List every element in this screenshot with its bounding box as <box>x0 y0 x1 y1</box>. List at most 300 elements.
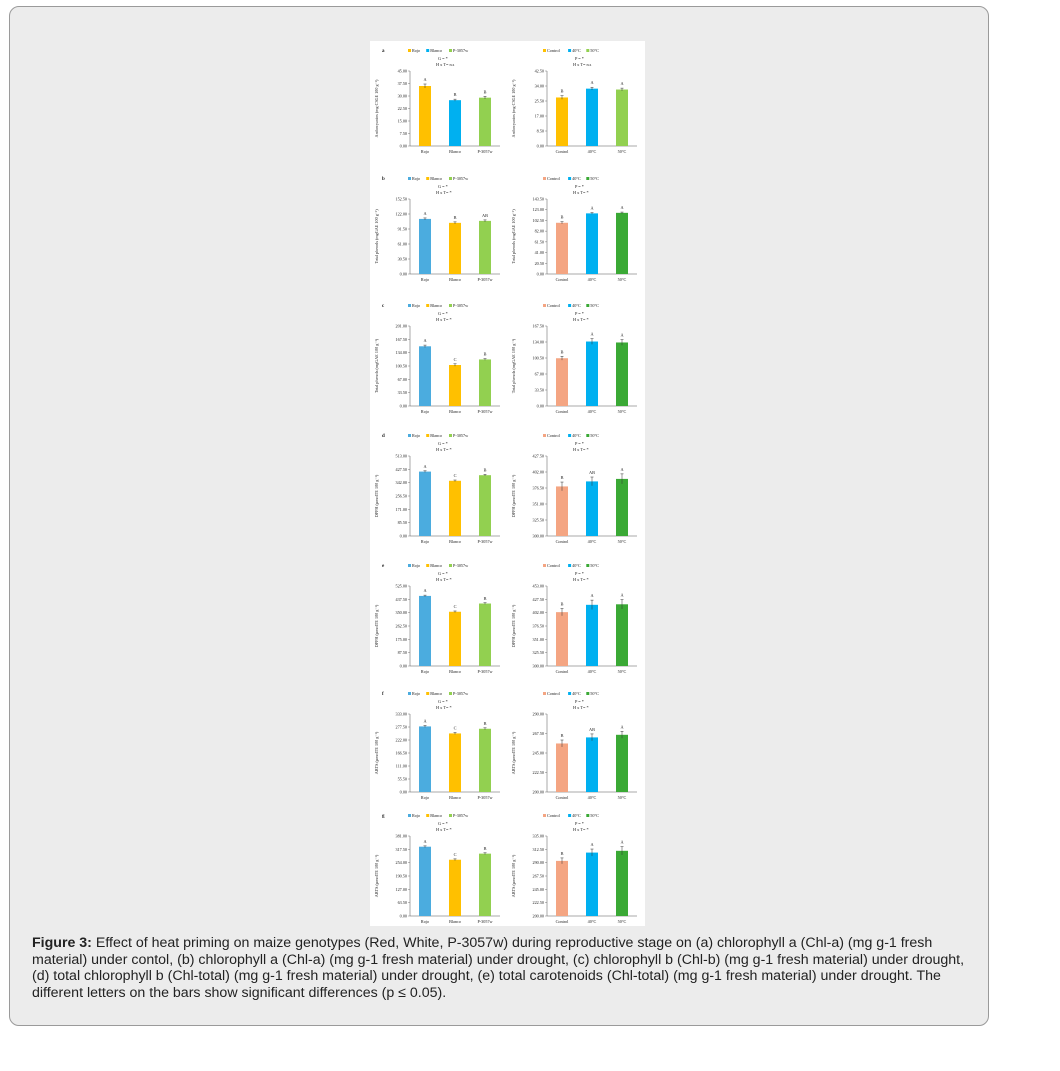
panel-c-right-ylabel: Total phenols (mgGAE 100 g⁻¹) <box>511 338 516 394</box>
panel-f-left-bar <box>479 729 491 792</box>
panel-e-left-stat: H x T= * <box>436 577 452 582</box>
panel-c-left-bar <box>419 346 431 406</box>
panel-c-right-bar <box>586 342 598 406</box>
panel-b-left-significance-letter: A <box>423 210 427 216</box>
panel-e-right-significance-letter: B <box>560 601 564 607</box>
panel-d-left-bar <box>449 481 461 536</box>
panel-a-left-ylabel: Anthocyanins (mg C3GE 100 g⁻¹) <box>374 79 379 138</box>
panel-g-right-significance-letter: A <box>620 839 624 845</box>
panel-f-left-significance-letter: A <box>423 718 427 724</box>
panel-d-left-ytick-label: 0.00 <box>399 533 407 539</box>
panel-g-right-ytick-label: 222.50 <box>532 900 544 906</box>
panel-f-right-ytick-label: 290.00 <box>532 711 544 717</box>
panel-g-left-xtick-label: Rojo <box>420 919 430 924</box>
panel-b-right-legend-swatch <box>543 177 546 180</box>
panel-c-left-legend-label: P-3057w <box>453 303 469 308</box>
panel-f-right-legend-swatch <box>586 692 589 695</box>
panel-c-right-legend-swatch <box>568 304 571 307</box>
panel-b-right-ytick-label: 41.00 <box>534 250 544 256</box>
panel-d-left-bar <box>479 475 491 536</box>
panel-b-left-stat: G = * <box>438 184 448 189</box>
panel-a-left-xtick-label: Rojo <box>420 149 430 154</box>
panel-g-right-xtick-label: 40°C <box>587 919 597 924</box>
panel-b-left-bar <box>419 219 431 274</box>
panel-e-right-legend-swatch <box>543 564 546 567</box>
panel-b-left-significance-letter: AB <box>482 212 488 218</box>
panel-c-right-xtick-label: 40°C <box>587 409 597 414</box>
panel-b-right-stat: P = * <box>575 184 584 189</box>
panel-a-left-significance-letter: B <box>483 89 487 95</box>
panel-g-right-stat: H x T= * <box>573 827 589 832</box>
panel-g-left-legend-label: Blanco <box>430 813 443 818</box>
panel-b-right-significance-letter: A <box>590 205 594 211</box>
panel-e-left-xtick-label: P-3057w <box>477 669 493 674</box>
panel-e-right-ytick-label: 376.50 <box>532 623 544 629</box>
panel-b-right-bar <box>586 213 598 274</box>
panel-e-left-ytick-label: 0.00 <box>399 663 407 669</box>
panel-c-right-bar <box>556 358 568 406</box>
panel-f-right-significance-letter: B <box>560 733 564 738</box>
panel-e-right-stat: P = * <box>575 571 584 576</box>
panel-c-right-significance-letter: A <box>590 331 594 337</box>
panel-a-right-legend-swatch <box>543 49 546 52</box>
panel-d-right-ytick-label: 402.00 <box>532 469 544 475</box>
panel-e-left-letter: e <box>382 564 385 569</box>
panel-d-left-legend-label: Rojo <box>412 433 421 438</box>
panel-a-left-letter: a <box>382 49 385 54</box>
panel-d-left-significance-letter: B <box>483 467 487 473</box>
panel-c-right-legend-swatch <box>543 304 546 307</box>
panel-f-left-ytick-label: 55.50 <box>397 776 407 782</box>
panel-g-right-significance-letter: B <box>560 850 564 856</box>
panel-e-right-stat: H x T= * <box>573 577 589 582</box>
panel-g-right-bar <box>586 853 598 916</box>
panel-b-left-xtick-label: Blanco <box>449 277 461 282</box>
panel-g-left-letter: g <box>382 814 385 819</box>
panel-e-left-ytick-label: 350.00 <box>395 610 407 616</box>
panel-c-right-stat: P = * <box>575 311 584 316</box>
panel-a-left-significance-letter: A <box>423 77 427 82</box>
panel-d-right-ytick-label: 427.50 <box>532 453 544 459</box>
panel-a-left-ytick-label: 15.00 <box>397 118 407 124</box>
panel-e-right-significance-letter: A <box>590 593 594 599</box>
panel-c-right-xtick-label: 50°C <box>617 409 627 414</box>
panel-f-left-legend-swatch <box>449 692 452 695</box>
panel-c-left-significance-letter: B <box>483 351 487 357</box>
panel-b-left-legend-swatch <box>408 177 411 180</box>
panel-e-right-ytick-label: 351.00 <box>532 636 544 642</box>
panel-g-left-significance-letter: B <box>483 845 487 851</box>
panel-b-left-ytick-label: 0.00 <box>399 271 407 277</box>
panel-f-left-legend-label: Rojo <box>412 691 421 696</box>
panel-f-left-ytick-label: 0.00 <box>399 789 407 795</box>
panel-b-right-ytick-label: 123.00 <box>532 207 544 213</box>
panel-c-left-stat: G = * <box>438 311 448 316</box>
panel-d-left-ytick-label: 342.00 <box>395 480 407 486</box>
panel-c-right-legend-label: Control <box>547 303 560 308</box>
panel-e-left-xtick-label: Rojo <box>420 669 430 674</box>
panel-f-right-bar <box>616 735 628 792</box>
panel-c-left-significance-letter: C <box>453 356 457 362</box>
panel-a-right-ytick-label: 17.00 <box>534 113 544 119</box>
panel-f-right-ytick-label: 267.50 <box>532 731 544 736</box>
panel-g-left-significance-letter: A <box>423 838 427 844</box>
panel-d-right-xtick-label: 50°C <box>617 539 627 544</box>
panel-b-left-xtick-label: P-3057w <box>477 277 493 282</box>
panel-e-right-legend-swatch <box>586 564 589 567</box>
panel-d-right-bar <box>556 486 568 536</box>
panel-f-right-xtick-label: Control <box>555 795 569 800</box>
panel-f-right-stat: H x T= * <box>573 705 589 710</box>
panel-a-right-ytick-label: 34.00 <box>534 83 544 89</box>
panel-f-right-ytick-label: 200.00 <box>532 789 544 795</box>
panel-b-left-ytick-label: 30.50 <box>397 256 407 262</box>
panel-c-left-ytick-label: 100.50 <box>395 363 407 369</box>
panel-d-right-ylabel: DPPH (µmolTE 100 g⁻¹) <box>511 474 516 518</box>
panel-e-right-ytick-label: 453.00 <box>532 583 544 589</box>
panel-a-right-ytick-label: 42.50 <box>534 68 544 74</box>
panel-f-left-xtick-label: Rojo <box>420 795 430 800</box>
figure-charts <box>370 41 645 926</box>
panel-f-right-ytick-label: 222.50 <box>532 770 544 775</box>
panel-a-left-bar <box>449 100 461 146</box>
panel-g-left-xtick-label: Blanco <box>449 919 461 924</box>
panel-e-right-ytick-label: 427.50 <box>532 596 544 602</box>
panel-e-left-legend-label: Blanco <box>430 563 443 568</box>
panel-a-left-bar <box>479 98 491 146</box>
panel-c-left-ytick-label: 201.00 <box>395 323 407 329</box>
panel-a-left-ytick-label: 30.00 <box>397 93 407 99</box>
panel-c-left-bar <box>479 359 491 406</box>
panel-g-right-legend-swatch <box>586 814 589 817</box>
panel-d-left-legend-swatch <box>408 434 411 437</box>
panel-a-right-legend-swatch <box>586 49 589 52</box>
panel-c-right-bar <box>616 342 628 406</box>
panel-f-left-legend-swatch <box>426 692 429 695</box>
panel-d-right-xtick-label: 40°C <box>587 539 597 544</box>
panel-b-right-legend-label: 50°C <box>590 176 599 181</box>
panel-c-left-ytick-label: 134.00 <box>395 350 407 356</box>
panel-e-left-bar <box>479 604 491 666</box>
panel-b-left-ytick-label: 91.50 <box>397 226 407 232</box>
panel-d-left-xtick-label: P-3057w <box>477 539 493 544</box>
panel-d-right-ytick-label: 376.50 <box>532 485 544 491</box>
panel-g-right-legend-label: 50°C <box>590 813 599 818</box>
panel-e-right-legend-label: Control <box>547 563 560 568</box>
panel-g-left-ylabel: ABTS (µmolTE 100 g⁻¹) <box>374 854 379 898</box>
panel-c-left-stat: H x T= * <box>436 317 452 322</box>
panel-d-left-ytick-label: 171.00 <box>395 506 407 512</box>
panel-a-right-ytick-label: 8.50 <box>536 128 544 134</box>
panel-f-left-legend-label: Blanco <box>430 691 443 696</box>
panel-b-right-legend-label: 40°C <box>572 176 581 181</box>
caption-text: Effect of heat priming on maize genotypes (Red, White, P-3057w) during reproductive stage on (a) chlorophyll a (Chl-a) (mg g-1 fresh material) under contol, (b) chlorophyll a (Chl-a) (mg g-1 fresh material) under drought, (c) chlorophyll b (Chl-b) (mg g-1 fresh material) under drought, (d) total chlorophyll b (Chl-total) (mg g-1 fresh material) under drought, (e) total carotenoids (Chl-total) (mg g-1 fresh material) under drought. The different letters on the bars show significant differences (p ≤ 0.05). <box>32 935 965 1001</box>
panel-a-left-xtick-label: P-3057w <box>477 149 493 154</box>
panel-d-left-legend-label: Blanco <box>430 433 443 438</box>
panel-g-left-ytick-label: 254.00 <box>395 860 407 866</box>
panel-b-left-legend-swatch <box>449 177 452 180</box>
panel-f-left-bar <box>449 733 461 792</box>
panel-a-right-bar <box>556 97 568 146</box>
panel-b-left-legend-label: P-3057w <box>453 176 469 181</box>
panel-d-left-ytick-label: 256.50 <box>395 493 407 499</box>
panel-f-left-ytick-label: 111.00 <box>395 763 407 769</box>
panel-a-left-stat: H x T= n.s <box>436 62 455 67</box>
panel-g-left-significance-letter: C <box>453 851 457 857</box>
caption-label: Figure 3: <box>32 935 92 951</box>
panel-g-left-stat: G = * <box>438 821 448 826</box>
panel-a-left-significance-letter: B <box>453 92 457 98</box>
panel-b-right-ytick-label: 143.50 <box>532 196 544 202</box>
panel-a-right-xtick-label: 40°C <box>587 149 597 154</box>
figure-panel <box>370 41 645 926</box>
panel-a-right-ytick-label: 25.50 <box>534 98 544 104</box>
panel-b-right-significance-letter: A <box>620 205 624 211</box>
panel-g-right-significance-letter: A <box>590 842 594 848</box>
panel-e-left-legend-swatch <box>449 564 452 567</box>
panel-g-right-bar <box>556 861 568 916</box>
panel-b-right-ylabel: Total phenols (mgGAE 100 g⁻¹) <box>511 209 516 264</box>
panel-c-right-ytick-label: 67.00 <box>534 371 544 377</box>
panel-g-left-ytick-label: 127.00 <box>395 886 407 892</box>
panel-d-right-legend-swatch <box>586 434 589 437</box>
panel-a-right-legend-label: Control <box>547 48 560 53</box>
panel-b-left-ytick-label: 122.00 <box>395 211 407 217</box>
panel-c-left-xtick-label: P-3057w <box>477 409 493 414</box>
panel-c-left-xtick-label: Rojo <box>420 409 430 414</box>
panel-e-left-xtick-label: Blanco <box>449 669 461 674</box>
panel-e-left-significance-letter: B <box>483 595 487 601</box>
panel-g-right-bar <box>616 851 628 916</box>
panel-f-right-significance-letter: A <box>620 724 624 730</box>
panel-f-right-legend-label: 40°C <box>572 691 581 696</box>
panel-c-left-bar <box>449 365 461 406</box>
panel-g-left-legend-swatch <box>408 814 411 817</box>
panel-c-right-legend-label: 50°C <box>590 303 599 308</box>
panel-g-right-legend-label: 40°C <box>572 813 581 818</box>
panel-g-left-ytick-label: 381.00 <box>395 833 407 839</box>
panel-c-left-letter: c <box>382 304 385 309</box>
panel-c-right-stat: H x T= * <box>573 317 589 322</box>
panel-f-left-ytick-label: 222.00 <box>395 737 407 743</box>
panel-g-right-ytick-label: 290.00 <box>532 860 544 866</box>
panel-e-left-ytick-label: 87.50 <box>397 650 407 656</box>
panel-e-right-legend-label: 40°C <box>572 563 581 568</box>
panel-c-left-legend-label: Blanco <box>430 303 443 308</box>
panel-b-right-ytick-label: 61.50 <box>534 239 544 245</box>
panel-d-right-legend-label: 40°C <box>572 433 581 438</box>
panel-c-left-ytick-label: 167.50 <box>395 336 407 342</box>
panel-a-left-legend-swatch <box>449 49 452 52</box>
panel-a-right-stat: H x T= n.s <box>573 62 592 67</box>
panel-g-left-stat: H x T= * <box>436 827 452 832</box>
panel-c-right-ytick-label: 0.00 <box>536 403 544 409</box>
panel-a-right-bar <box>616 90 628 146</box>
panel-c-right-ytick-label: 167.50 <box>532 323 544 329</box>
panel-c-right-ytick-label: 33.50 <box>534 387 544 393</box>
panel-d-left-letter: d <box>382 434 385 439</box>
panel-d-right-legend-label: 50°C <box>590 433 599 438</box>
panel-d-left-legend-label: P-3057w <box>453 433 469 438</box>
panel-d-left-ylabel: DPPH (µmolTE 100 g⁻¹) <box>374 474 379 518</box>
panel-d-left-bar <box>419 472 431 536</box>
panel-f-right-bar <box>586 737 598 792</box>
figure-frame <box>9 6 989 1026</box>
panel-b-right-significance-letter: B <box>560 214 564 220</box>
panel-e-left-legend-swatch <box>426 564 429 567</box>
panel-a-left-ytick-label: 0.00 <box>399 143 407 149</box>
panel-b-left-xtick-label: Rojo <box>420 277 430 282</box>
panel-d-right-legend-swatch <box>543 434 546 437</box>
panel-b-left-stat: H x T= * <box>436 190 452 195</box>
panel-g-left-legend-label: Rojo <box>412 813 421 818</box>
panel-a-left-ytick-label: 45.00 <box>397 68 407 74</box>
panel-g-right-ytick-label: 267.50 <box>532 873 544 879</box>
panel-f-right-legend-label: 50°C <box>590 691 599 696</box>
panel-c-right-ytick-label: 134.00 <box>532 339 544 345</box>
panel-f-left-ytick-label: 333.00 <box>395 711 407 717</box>
panel-a-left-ytick-label: 37.50 <box>397 81 407 86</box>
panel-d-right-significance-letter: AB <box>589 470 595 476</box>
panel-b-left-legend-swatch <box>426 177 429 180</box>
panel-a-left-ytick-label: 7.50 <box>399 131 407 136</box>
panel-f-left-xtick-label: Blanco <box>449 795 461 800</box>
panel-a-left-legend-swatch <box>408 49 411 52</box>
panel-e-left-legend-label: P-3057w <box>453 563 469 568</box>
panel-e-right-significance-letter: A <box>620 592 624 598</box>
panel-b-left-ytick-label: 152.50 <box>395 196 407 202</box>
panel-g-right-xtick-label: Control <box>555 919 569 924</box>
panel-e-left-ytick-label: 262.50 <box>395 623 407 629</box>
panel-g-right-legend-label: Control <box>547 813 560 818</box>
panel-a-left-bar <box>419 86 431 146</box>
panel-e-left-ytick-label: 437.50 <box>395 596 407 602</box>
panel-a-right-significance-letter: A <box>590 80 594 86</box>
panel-b-left-significance-letter: B <box>453 214 457 220</box>
panel-e-right-ylabel: DPPH (µmolTE 100 g⁻¹) <box>511 604 516 648</box>
panel-g-right-ytick-label: 200.00 <box>532 913 544 919</box>
panel-c-left-xtick-label: Blanco <box>449 409 461 414</box>
panel-b-right-xtick-label: Control <box>555 277 569 282</box>
panel-d-right-legend-label: Control <box>547 433 560 438</box>
panel-f-right-legend-label: Control <box>547 691 560 696</box>
panel-a-right-stat: P = * <box>575 56 584 61</box>
panel-g-left-ytick-label: 0.00 <box>399 913 407 919</box>
panel-b-right-ytick-label: 82.00 <box>534 228 544 234</box>
panel-f-right-legend-swatch <box>543 692 546 695</box>
panel-d-left-legend-swatch <box>426 434 429 437</box>
panel-d-right-ytick-label: 351.00 <box>532 501 544 507</box>
panel-g-right-xtick-label: 50°C <box>617 919 627 924</box>
panel-f-left-stat: G = * <box>438 699 448 704</box>
panel-d-right-significance-letter: A <box>620 466 624 472</box>
panel-c-left-legend-swatch <box>408 304 411 307</box>
panel-e-right-xtick-label: 40°C <box>587 669 597 674</box>
panel-e-left-legend-swatch <box>408 564 411 567</box>
panel-a-right-legend-label: 40°C <box>572 48 581 53</box>
panel-a-left-legend-swatch <box>426 49 429 52</box>
panel-g-right-ylabel: ABTS (µmolTE 100 g⁻¹) <box>511 854 516 898</box>
panel-b-right-legend-swatch <box>586 177 589 180</box>
panel-b-right-bar <box>556 223 568 274</box>
panel-c-left-legend-label: Rojo <box>412 303 421 308</box>
panel-a-right-ylabel: Anthocyanins (mg C3GE 100 g⁻¹) <box>511 79 516 138</box>
panel-d-right-bar <box>616 479 628 536</box>
panel-g-right-ytick-label: 335.00 <box>532 833 544 839</box>
panel-b-right-stat: H x T= * <box>573 190 589 195</box>
panel-e-right-bar <box>556 612 568 666</box>
panel-g-left-ytick-label: 63.50 <box>397 900 407 906</box>
panel-e-right-ytick-label: 402.00 <box>532 610 544 616</box>
panel-f-left-letter: f <box>382 692 384 697</box>
panel-c-right-significance-letter: B <box>560 349 564 355</box>
panel-d-left-ytick-label: 427.50 <box>395 466 407 472</box>
panel-c-left-legend-swatch <box>449 304 452 307</box>
panel-c-left-ylabel: Total phenols (mgGAE 100 g⁻¹) <box>374 338 379 394</box>
panel-e-right-ytick-label: 300.00 <box>532 663 544 669</box>
panel-c-left-ytick-label: 33.50 <box>397 390 407 396</box>
panel-g-left-bar <box>419 847 431 916</box>
panel-d-right-bar <box>586 481 598 536</box>
panel-e-left-legend-label: Rojo <box>412 563 421 568</box>
panel-b-left-legend-label: Rojo <box>412 176 421 181</box>
panel-f-left-ylabel: ABTS (µmolTE 100 g⁻¹) <box>374 731 379 775</box>
panel-a-right-xtick-label: 50°C <box>617 149 627 154</box>
panel-c-right-legend-label: 40°C <box>572 303 581 308</box>
panel-f-right-stat: P = * <box>575 699 584 704</box>
panel-e-left-significance-letter: C <box>453 603 457 609</box>
panel-a-right-legend-label: 50°C <box>590 48 599 53</box>
panel-d-right-stat: H x T= * <box>573 447 589 452</box>
panel-e-right-legend-swatch <box>568 564 571 567</box>
panel-b-right-ytick-label: 102.50 <box>532 217 544 223</box>
panel-e-left-ylabel: DPPH (µmolTE 100 g⁻¹) <box>374 604 379 648</box>
panel-c-right-xtick-label: Control <box>555 409 569 414</box>
panel-a-left-legend-label: Rojo <box>412 48 421 53</box>
panel-a-left-legend-label: P-3057w <box>453 48 469 53</box>
panel-b-left-ylabel: Total phenols (mgGAE 100 g⁻¹) <box>374 209 379 264</box>
panel-g-left-legend-swatch <box>426 814 429 817</box>
panel-f-left-ytick-label: 277.50 <box>395 724 407 730</box>
panel-c-right-significance-letter: A <box>620 332 624 338</box>
panel-b-left-legend-label: Blanco <box>430 176 443 181</box>
panel-d-left-xtick-label: Rojo <box>420 539 430 544</box>
panel-g-right-stat: P = * <box>575 821 584 826</box>
panel-e-left-ytick-label: 525.00 <box>395 583 407 589</box>
panel-e-right-bar <box>616 604 628 666</box>
panel-a-right-significance-letter: B <box>560 88 564 94</box>
panel-b-right-xtick-label: 50°C <box>617 277 627 282</box>
panel-d-left-stat: G = * <box>438 441 448 446</box>
panel-b-left-letter: b <box>382 177 385 182</box>
panel-c-right-legend-swatch <box>586 304 589 307</box>
panel-g-left-bar <box>449 860 461 916</box>
panel-d-left-significance-letter: C <box>453 473 457 479</box>
panel-f-left-significance-letter: C <box>453 725 457 731</box>
panel-a-left-ytick-label: 22.50 <box>397 106 407 111</box>
panel-g-left-legend-swatch <box>449 814 452 817</box>
panel-a-right-xtick-label: Control <box>555 149 569 154</box>
panel-c-left-significance-letter: A <box>423 338 427 344</box>
panel-a-right-ytick-label: 0.00 <box>536 143 544 149</box>
panel-d-right-stat: P = * <box>575 441 584 446</box>
panel-d-left-significance-letter: A <box>423 463 427 469</box>
panel-e-right-ytick-label: 325.50 <box>532 650 544 656</box>
panel-c-left-legend-swatch <box>426 304 429 307</box>
panel-f-right-xtick-label: 50°C <box>617 795 627 800</box>
panel-c-left-ytick-label: 67.00 <box>397 376 407 382</box>
panel-f-left-legend-label: P-3057w <box>453 691 469 696</box>
